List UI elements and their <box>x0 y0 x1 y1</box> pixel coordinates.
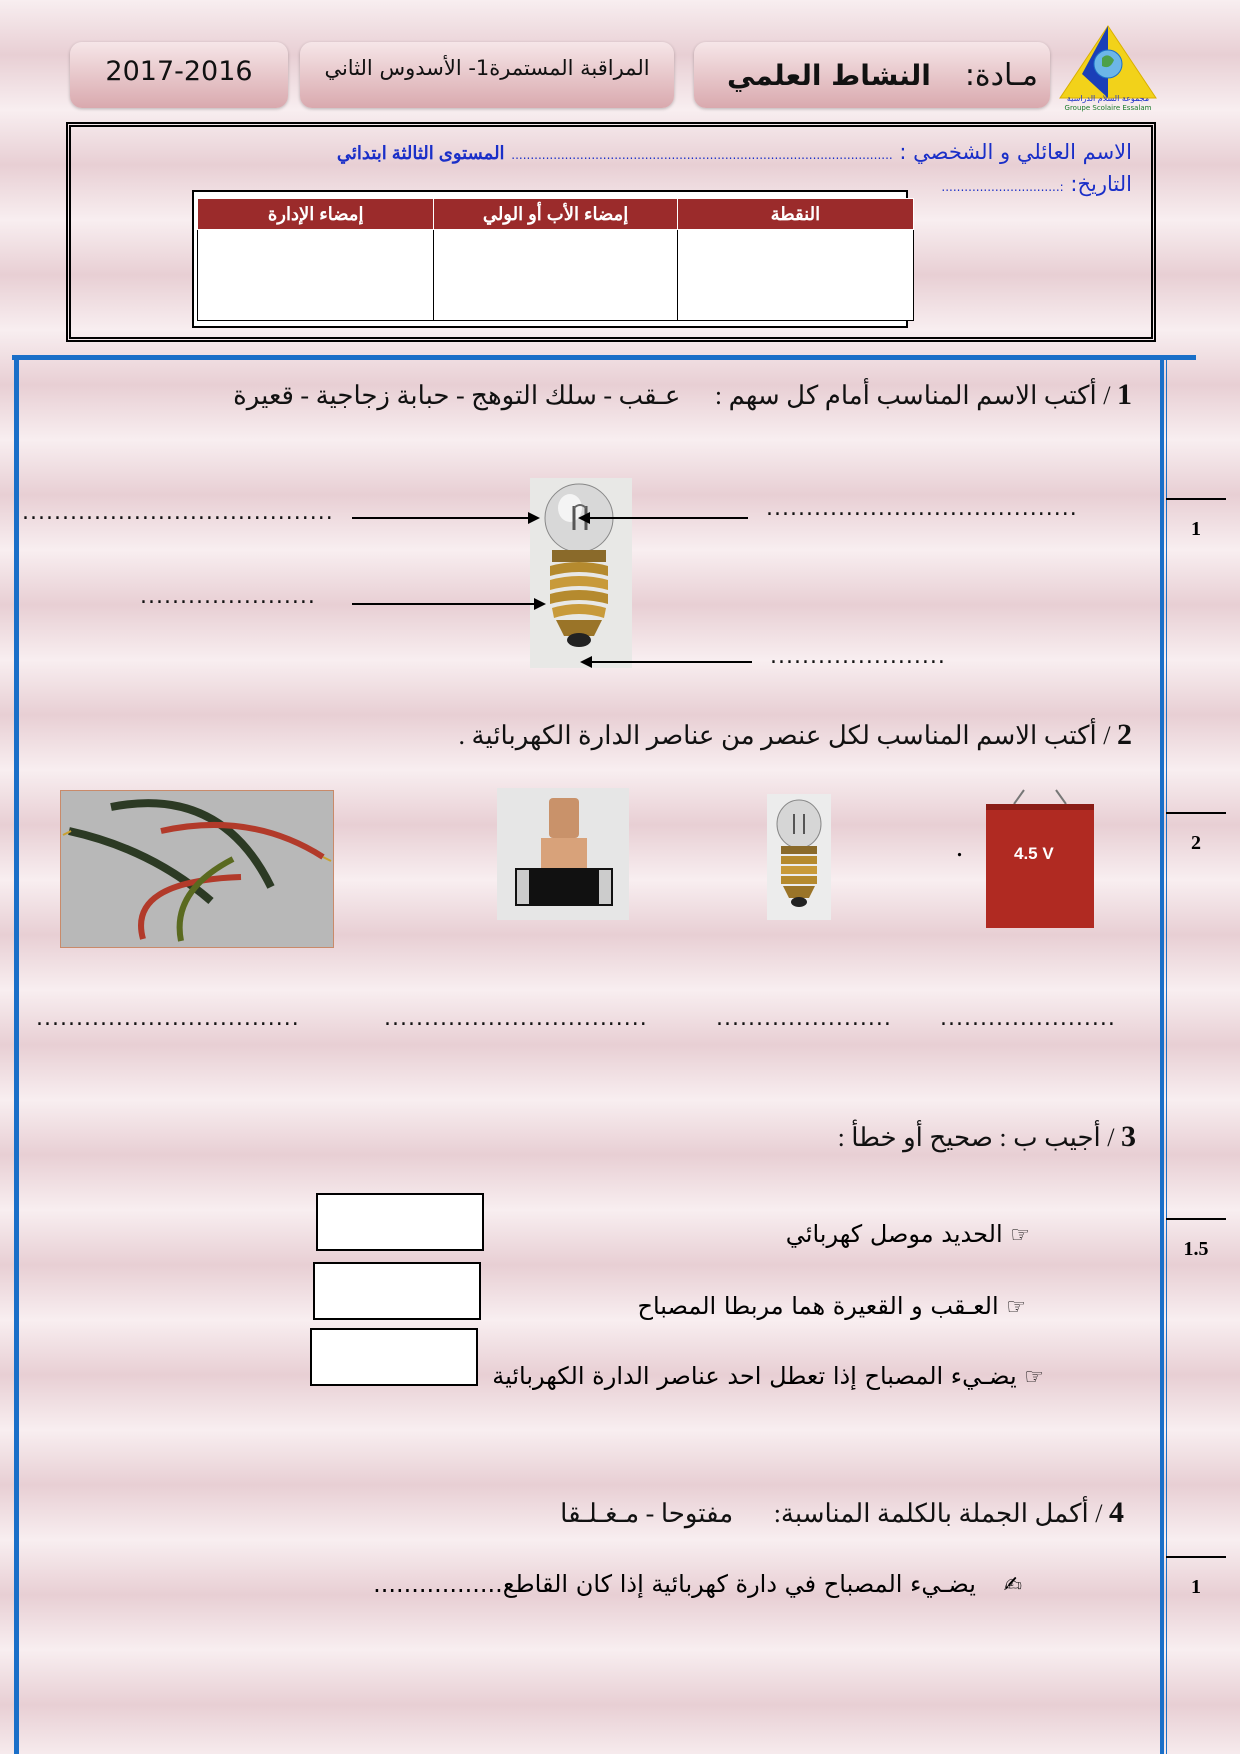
q2-blank-lamp[interactable]: ...................... <box>716 1006 892 1031</box>
admin-signature-cell[interactable] <box>198 230 434 321</box>
q2-score: 2 <box>1191 832 1201 854</box>
q4-number: 4 <box>1109 1496 1124 1529</box>
q1-blank-right-top[interactable]: ....................................... <box>766 496 1078 521</box>
subject-label: مـادة: <box>964 57 1038 93</box>
parent-signature-cell[interactable] <box>434 230 677 321</box>
hand-pointer-icon: ☞ <box>1024 1365 1044 1390</box>
q2-blank-battery[interactable]: ...................... <box>940 1006 1116 1031</box>
arrow-right-top <box>578 510 748 526</box>
q3-score-line <box>1166 1218 1226 1220</box>
switch-image <box>497 788 629 920</box>
logo-text-fr: Groupe Scolaire Essalam <box>1064 104 1152 112</box>
q4-title <box>560 1496 1124 1530</box>
q3-statement-3 <box>492 1362 1044 1390</box>
q4-options: مفتوحا - مـغـلـقا <box>560 1499 734 1528</box>
q1-score: 1 <box>1191 518 1201 540</box>
q3-statement-2 <box>638 1292 1027 1320</box>
q1-blank-left-middle[interactable]: ...................... <box>140 584 316 609</box>
name-label: الاسم العائلي و الشخصي : <box>899 140 1132 164</box>
q4-sentence-text[interactable]: يضـيء المصباح في دارة كهربائية إذا كان القاطع................. <box>373 1570 976 1598</box>
q1-instruction: / أكتب الاسم المناسب أمام كل سهم : <box>714 381 1111 410</box>
q3-statement-2-text: العـقب و القعيرة هما مربطا المصباح <box>637 1292 999 1320</box>
lamp-image <box>767 794 831 920</box>
logo-text-ar: مجموعة السلام الدراسية <box>1066 94 1150 103</box>
school-year: 2017-2016 <box>105 55 253 87</box>
year-pill <box>70 42 288 108</box>
arrow-left-top <box>352 510 542 526</box>
grade-cell[interactable] <box>677 230 913 321</box>
date-label: التاريخ: <box>1070 172 1132 196</box>
q1-score-line <box>1166 498 1226 500</box>
q2-blank-wires[interactable]: ................................. <box>36 1006 300 1031</box>
main-frame-top <box>12 355 1196 360</box>
main-frame-right-inner <box>1166 360 1167 1754</box>
q1-title <box>233 378 1132 412</box>
admin-signature-header: إمضاء الإدارة <box>198 199 434 230</box>
battery-image <box>984 788 1096 930</box>
q2-dot: . <box>956 832 963 863</box>
school-logo <box>1058 24 1158 112</box>
level-text: المستوى الثالثة ابتدائي <box>336 143 505 163</box>
subject-pill <box>694 42 1050 108</box>
hand-pointer-icon: ☞ <box>1010 1223 1030 1248</box>
grade-header: النقطة <box>677 199 913 230</box>
q2-title <box>459 718 1132 752</box>
q3-answer-box-2[interactable] <box>313 1262 481 1320</box>
parent-signature-header: إمضاء الأب أو الولي <box>434 199 677 230</box>
q3-instruction: / أجيب ب : صحيح أو خطأ : <box>837 1123 1115 1152</box>
arrow-left-middle <box>352 596 548 612</box>
q2-blank-switch[interactable]: ................................. <box>384 1006 648 1031</box>
battery-label: 4.5 V <box>1014 844 1054 863</box>
arrow-right-bottom <box>580 654 752 670</box>
name-line <box>337 140 1132 164</box>
q1-blank-right-bottom[interactable]: ...................... <box>770 644 946 669</box>
subject-value: النشاط العلمي <box>726 58 931 92</box>
q2-number: 2 <box>1117 718 1132 751</box>
q1-word-bank: عـقب - سلك التوهج - حبابة زجاجية - قعيرة <box>233 381 681 410</box>
q3-statement-1 <box>786 1220 1030 1248</box>
q4-instruction: / أكمل الجملة بالكلمة المناسبة: <box>773 1499 1103 1528</box>
hand-pointer-icon: ☞ <box>1006 1295 1026 1320</box>
q2-instruction: / أكتب الاسم المناسب لكل عنصر من عناصر الدارة الكهربائية . <box>458 721 1111 750</box>
q3-statement-3-text: يضـيء المصباح إذا تعطل احد عناصر الدارة الكهربائية <box>492 1362 1017 1390</box>
name-blank[interactable]: .................................................................................................... <box>511 148 893 162</box>
q4-score-line <box>1166 1556 1226 1558</box>
exam-title: المراقبة المستمرة1- الأسدوس الثاني <box>324 56 650 80</box>
date-line <box>941 172 1132 196</box>
date-blank[interactable]: :............................... <box>941 180 1064 194</box>
q3-answer-box-1[interactable] <box>316 1193 484 1251</box>
q1-number: 1 <box>1117 378 1132 411</box>
q3-number: 3 <box>1121 1120 1136 1153</box>
q4-sentence <box>373 1570 1022 1598</box>
q1-blank-left-top[interactable]: ....................................... <box>22 500 334 525</box>
grade-table <box>197 198 914 321</box>
q3-title <box>838 1120 1136 1154</box>
q3-score: 1.5 <box>1183 1238 1209 1260</box>
wires-image <box>60 790 334 948</box>
q4-score: 1 <box>1191 1576 1201 1598</box>
q3-statement-1-text: الحديد موصل كهربائي <box>785 1220 1003 1248</box>
writing-hand-icon: ✍ <box>1003 1573 1022 1598</box>
bulb-diagram <box>530 478 632 668</box>
exam-title-pill <box>300 42 674 108</box>
q3-answer-box-3[interactable] <box>310 1328 478 1386</box>
main-frame-right <box>1160 360 1164 1754</box>
main-frame-left <box>14 356 19 1754</box>
q2-score-line <box>1166 812 1226 814</box>
